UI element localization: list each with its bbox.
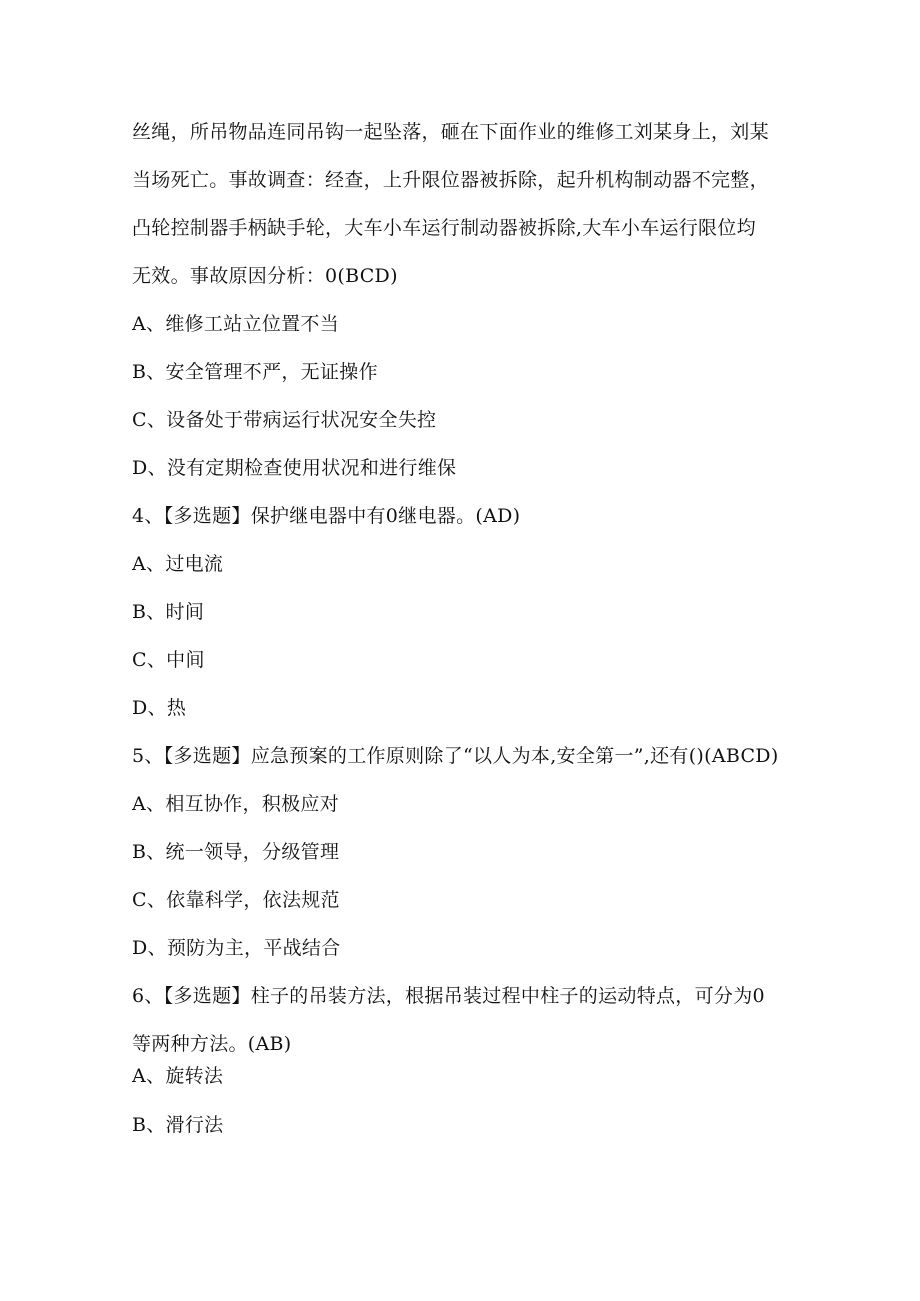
q5-option-a: A、相互协作，积极应对 bbox=[132, 793, 340, 815]
q5-option-d: D、预防为主，平战结合 bbox=[132, 937, 341, 959]
q3-option-c: C、设备处于带病运行状况安全失控 bbox=[132, 409, 437, 431]
q3-option-a: A、维修工站立位置不当 bbox=[132, 313, 340, 335]
q6-option-a: A、旋转法 bbox=[132, 1065, 224, 1087]
q5-stem: 5、【多选题】应急预案的工作原则除了“以人为本,安全第一”,还有()(ABCD) bbox=[132, 745, 779, 767]
q3-stem-line-1: 丝绳，所吊物品连同吊钩一起坠落，砸在下面作业的维修工刘某身上，刘某 bbox=[132, 121, 769, 143]
q4-option-d: D、热 bbox=[132, 697, 187, 719]
q3-option-d: D、没有定期检查使用状况和进行维保 bbox=[132, 457, 457, 479]
q5-option-c: C、依靠科学，依法规范 bbox=[132, 889, 340, 911]
q4-stem: 4、【多选题】保护继电器中有0继电器。(AD) bbox=[132, 505, 521, 527]
q5-option-b: B、统一领导，分级管理 bbox=[132, 841, 340, 863]
q6-stem-line-2: 等两种方法。(AB) bbox=[132, 1033, 292, 1055]
q6-stem-line-1: 6、【多选题】柱子的吊装方法，根据吊装过程中柱子的运动特点，可分为0 bbox=[132, 985, 765, 1007]
q4-option-a: A、过电流 bbox=[132, 553, 224, 575]
q3-stem-line-4: 无效。事故原因分析：0(BCD) bbox=[132, 265, 398, 287]
q3-stem-line-2: 当场死亡。事故调查：经查，上升限位器被拆除，起升机构制动器不完整， bbox=[132, 169, 769, 191]
q3-option-b: B、安全管理不严，无证操作 bbox=[132, 361, 378, 383]
q4-option-b: B、时间 bbox=[132, 601, 205, 623]
q4-option-c: C、中间 bbox=[132, 649, 205, 671]
q3-stem-line-3: 凸轮控制器手柄缺手轮，大车小车运行制动器被拆除,大车小车运行限位均 bbox=[132, 217, 756, 239]
q6-option-b: B、滑行法 bbox=[132, 1114, 224, 1136]
